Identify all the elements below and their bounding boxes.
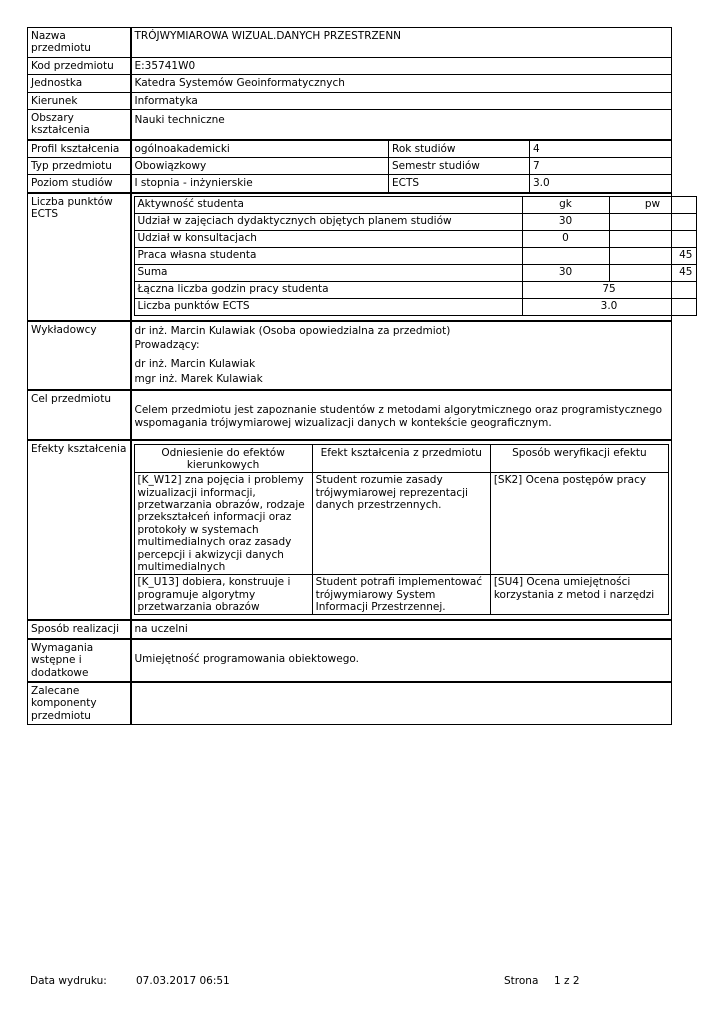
value-semestr: 7 [530, 158, 672, 175]
label-profil: Profil kształcenia [28, 140, 131, 158]
course-table [27, 27, 693, 725]
label-efekty: Efekty kształcenia [28, 440, 131, 621]
value-wykladowcy [131, 321, 672, 390]
value-rok: 4 [530, 140, 672, 158]
label-ects: ECTS [389, 175, 530, 193]
label-poziom: Poziom studiów [28, 175, 131, 193]
ects-total-hours-label: Łączna liczba godzin pracy studenta [134, 281, 522, 298]
value-nazwa: TRÓJWYMIAROWA WIZUAL.DANYCH PRZESTRZENN [131, 28, 672, 58]
value-kierunek: Informatyka [131, 92, 672, 109]
value-poziom: I stopnia - inżynierskie [131, 175, 389, 193]
efekty-header: Odniesienie do efektów kierunkowych [134, 444, 312, 473]
value-jednostka: Katedra Systemów Geoinformatycznych [131, 75, 672, 92]
efekty-przedmiot: Student rozumie zasady trójwymiarowej reprezentacji danych przestrzennych. [312, 473, 490, 575]
ects-row [134, 230, 696, 247]
row-profil [28, 140, 672, 158]
ects-total-points-value: 3.0 [522, 298, 696, 315]
value-profil: ogólnoakademicki [131, 140, 389, 158]
row-cel [28, 390, 672, 440]
value-obszary: Nauki techniczne [131, 109, 672, 139]
label-cel: Cel przedmiotu [28, 390, 131, 440]
label-obszary: Obszary kształcenia [28, 109, 131, 139]
ects-row-sum [134, 264, 696, 281]
label-wymagania: Wymagania wstępne i dodatkowe [28, 639, 131, 682]
efekty-weryfikacja: [SU4] Ocena umiejętności korzystania z metod i narzędzi [490, 575, 668, 615]
value-zalecane [131, 682, 672, 725]
prowadzacy-label: Prowadzący: [134, 339, 200, 352]
efekty-row [134, 575, 669, 615]
page-number: 1 z 2 [554, 975, 580, 987]
ects-row [134, 247, 696, 264]
print-date-value: 07.03.2017 06:51 [136, 975, 230, 987]
ects-row-gk: 30 [522, 213, 609, 230]
row-typ [28, 158, 672, 175]
row-efekty [28, 440, 672, 621]
efekty-przedmiot: Student potrafi implementować trójwymiarowy System Informacji Przestrzennej. [312, 575, 490, 615]
lecturer-name: dr inż. Marcin Kulawiak [134, 358, 256, 371]
label-sposob: Sposób realizacji [28, 620, 131, 638]
efekty-header: Efekt kształcenia z przedmiotu [312, 444, 490, 473]
ects-header-gk: gk [522, 196, 609, 213]
row-jednostka [28, 75, 672, 92]
efekty-row [134, 473, 669, 575]
row-kod [28, 57, 672, 74]
row-kierunek [28, 92, 672, 109]
ects-total-hours-row [134, 281, 696, 298]
row-obszary [28, 109, 672, 139]
responsible-lecturer: dr inż. Marcin Kulawiak (Osoba opowiedzialna za przedmiot) [134, 324, 451, 337]
ects-row-pw: 45 [609, 247, 696, 264]
ects-table [134, 196, 697, 316]
ects-row-gk [522, 247, 609, 264]
row-zalecane [28, 682, 672, 725]
efekty-header-row [134, 444, 669, 473]
value-wymagania: Umiejętność programowania obiektowego. [131, 639, 672, 682]
ects-row-name: Udział w zajęciach dydaktycznych objętych planem studiów [134, 213, 522, 230]
row-nazwa [28, 28, 672, 58]
ects-cell [131, 193, 693, 321]
row-ects [28, 193, 672, 321]
label-rok: Rok studiów [389, 140, 530, 158]
label-ects-points: Liczba punktów ECTS [28, 193, 131, 321]
ects-total-points-label: Liczba punktów ECTS [134, 298, 522, 315]
ects-row-name: Praca własna studenta [134, 247, 522, 264]
efekty-cell [131, 440, 672, 621]
row-wykladowcy [28, 321, 672, 390]
ects-header-row [134, 196, 696, 213]
row-wymagania [28, 639, 672, 682]
page-label: Strona [504, 975, 539, 987]
value-typ: Obowiązkowy [131, 158, 389, 175]
label-wykladowcy: Wykładowcy [28, 321, 131, 390]
ects-header-activity: Aktywność studenta [134, 196, 522, 213]
label-kierunek: Kierunek [28, 92, 131, 109]
ects-row-gk: 0 [522, 230, 609, 247]
efekty-weryfikacja: [SK2] Ocena postępów pracy [490, 473, 668, 575]
row-sposob [28, 620, 672, 638]
print-date-label: Data wydruku: [30, 975, 107, 987]
ects-total-hours-value: 75 [522, 281, 696, 298]
efekty-kierunkowy: [K_W12] zna pojęcia i problemy wizualizacji informacji, przetwarzania obrazów, rodzaje przekształceń informacji oraz protokoły w systemach multimedialnych oraz zasady percepcji i akwizycji danych multimedialnych [134, 473, 312, 575]
label-typ: Typ przedmiotu [28, 158, 131, 175]
label-kod: Kod przedmiotu [28, 57, 131, 74]
ects-row [134, 213, 696, 230]
efekty-table [134, 444, 670, 616]
value-ects: 3.0 [530, 175, 672, 193]
label-jednostka: Jednostka [28, 75, 131, 92]
value-cel: Celem przedmiotu jest zapoznanie studentów z metodami algorytmicznego oraz programistycznego wspomagania trójwymiarowej wizualizacji danych w kontekście geograficznym. [131, 390, 672, 440]
row-poziom [28, 175, 672, 193]
ects-row-name: Suma [134, 264, 522, 281]
ects-row-pw: 45 [609, 264, 696, 281]
value-sposob: na uczelni [131, 620, 672, 638]
value-kod: E:35741W0 [131, 57, 672, 74]
ects-total-points-row [134, 298, 696, 315]
label-zalecane: Zalecane komponenty przedmiotu [28, 682, 131, 725]
ects-row-gk: 30 [522, 264, 609, 281]
efekty-kierunkowy: [K_U13] dobiera, konstruuje i programuje algorytmy przetwarzania obrazów [134, 575, 312, 615]
ects-row-pw [609, 213, 696, 230]
label-nazwa: Nazwa przedmiotu [28, 28, 131, 58]
efekty-header: Sposób weryfikacji efektu [490, 444, 668, 473]
lecturer-name: mgr inż. Marek Kulawiak [134, 372, 263, 385]
ects-header-pw: pw [609, 196, 696, 213]
course-card [27, 27, 693, 725]
ects-row-name: Udział w konsultacjach [134, 230, 522, 247]
label-semestr: Semestr studiów [389, 158, 530, 175]
ects-row-pw [609, 230, 696, 247]
